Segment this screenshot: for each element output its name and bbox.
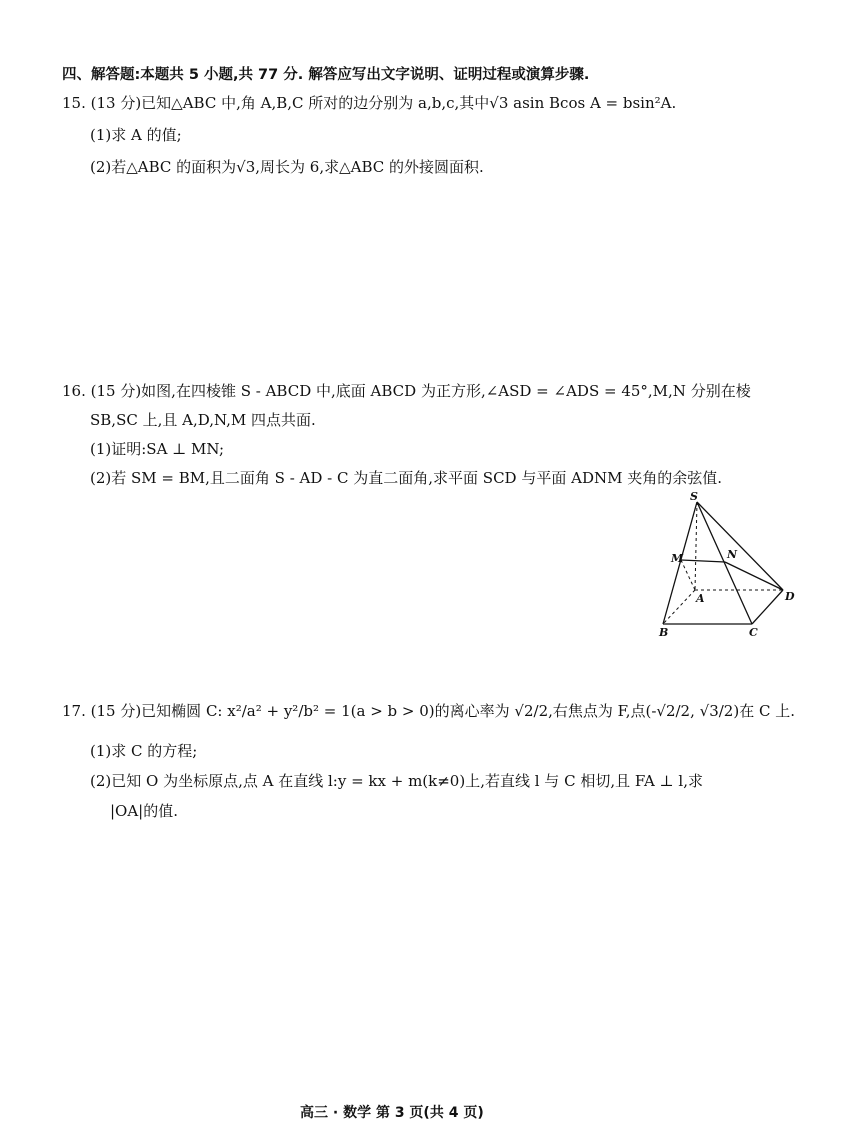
page-footer: 高三 · 数学 第 3 页(共 4 页) — [300, 1105, 484, 1121]
label-M: M — [671, 552, 684, 565]
label-A: A — [696, 592, 705, 605]
segment-ND — [725, 562, 783, 590]
q16-part1: (1)证明:SA ⊥ MN; — [90, 440, 225, 458]
label-N: N — [727, 548, 738, 561]
edge-CD — [752, 590, 783, 624]
edge-SA — [695, 502, 697, 590]
q17-part1: (1)求 C 的方程; — [90, 742, 198, 760]
q16-stem-line2: SB,SC 上,且 A,D,N,M 四点共面. — [90, 411, 316, 429]
q15-stem: 15. (13 分)已知△ABC 中,角 A,B,C 所对的边分别为 a,b,c,其中√3 asin Bcos A = bsin²A. — [62, 94, 677, 112]
q17-part2-line2: |OA|的值. — [110, 802, 179, 820]
pyramid-figure — [655, 492, 800, 642]
q15-part2: (2)若△ABC 的面积为√3,周长为 6,求△ABC 的外接圆面积. — [90, 158, 484, 176]
q17-stem: 17. (15 分)已知椭圆 C: x²/a² + y²/b² = 1(a > b > 0)的离心率为 √2/2,右焦点为 F,点(-√2/2, √3/2)在 C 上. — [62, 702, 795, 720]
label-C: C — [749, 626, 758, 639]
q15-part1: (1)求 A 的值; — [90, 126, 182, 144]
segment-MN — [681, 560, 725, 562]
edge-SD — [697, 502, 783, 590]
section-header: 四、解答题:本题共 5 小题,共 77 分. 解答应写出文字说明、证明过程或演算步骤. — [62, 67, 590, 83]
q16-stem-line1: 16. (15 分)如图,在四棱锥 S - ABCD 中,底面 ABCD 为正方形,∠ASD = ∠ADS = 45°,M,N 分别在棱 — [62, 382, 751, 400]
edge-SC — [697, 502, 752, 624]
q16-part2: (2)若 SM = BM,且二面角 S - AD - C 为直二面角,求平面 SCD 与平面 ADNM 夹角的余弦值. — [90, 469, 722, 487]
q17-part2-line1: (2)已知 O 为坐标原点,点 A 在直线 l:y = kx + m(k≠0)上,若直线 l 与 C 相切,且 FA ⊥ l,求 — [90, 772, 703, 790]
label-S: S — [690, 492, 698, 503]
label-D: D — [785, 590, 795, 603]
label-B: B — [659, 626, 669, 639]
